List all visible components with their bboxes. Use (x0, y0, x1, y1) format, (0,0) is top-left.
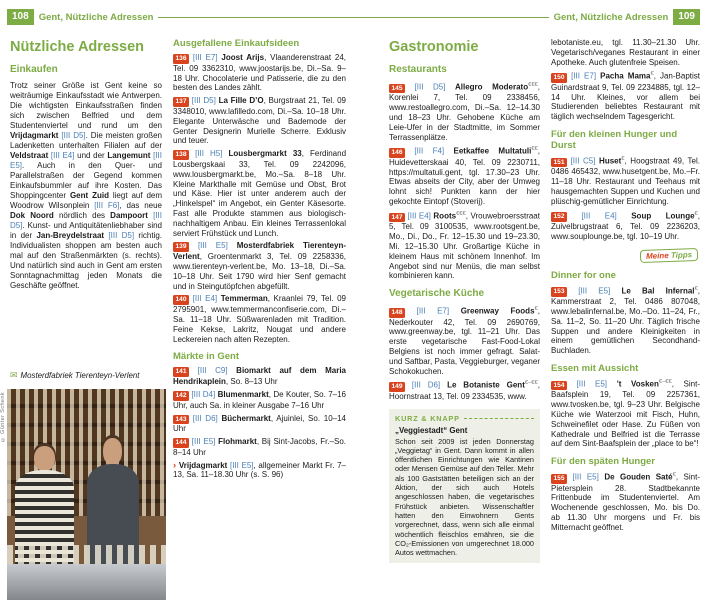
entry-text: , Vlaanderenstraat 24, Tel. 09 3362310, www.joostarijs.be, Di.–Sa. 9–18 Uhr. Chocolaterie und Patisserie, die zu den besten des Landes zählt. (173, 53, 346, 93)
entry-name: Joost Arijs (221, 53, 265, 62)
map-reference: [III E5] (197, 241, 228, 251)
entry-number-badge: 150 (551, 73, 567, 83)
postcard-icon: ✉ (10, 370, 18, 380)
entry-text: , Sint-Baafsplein 19, Tel. 09 2257361, www.tvosken.be, tgl. 9–23 Uhr. Belgische Küche wie Waterzooi mit Fisch, Huhn, Schweinefilet oder Hase. Zu Füßen von Kathedrale und Belfried ist die Terrasse auf dem Sint-Baafsplein der „place to be“! (551, 379, 700, 449)
entry-name: Le Botaniste Gent (447, 381, 525, 390)
market-entries (173, 366, 346, 457)
entry-number-badge: 145 (389, 84, 405, 94)
entry-number-badge: 141 (173, 367, 189, 377)
entry-name: Flohmarkt (218, 437, 257, 447)
map-reference: [III D5] (191, 96, 216, 106)
map-reference: [III E4] (192, 294, 218, 304)
map-reference: [III D5] (10, 211, 162, 230)
price-category: €–€€ (524, 380, 538, 387)
entry-text: , Zuivelbrugstraat 6, Tel. 09 2236203, www.souplounge.be, tgl. 10–19 Uhr. (551, 211, 700, 241)
intro-text: Trotz seiner Größe ist Gent keine so weiträumige Einkaufsstadt wie Antwerpen. Die wichtigsten Einkaufsstraßen finden sich zwischen Belfried und dem Studentenviertel und rund um den (10, 81, 162, 130)
pacha-entry (551, 70, 700, 122)
price-category: € (672, 472, 676, 479)
entry-number-badge: 136 (173, 54, 189, 64)
entry-text: , So. 8–13 Uhr (225, 377, 278, 387)
bold-term: Langemunt (107, 151, 151, 160)
heading-maerkte: Märkte in Gent (173, 351, 239, 363)
map-reference: [III D6] (192, 413, 218, 423)
entry-number-badge: 147 (389, 213, 405, 223)
map-reference: [III E5] (229, 460, 254, 470)
map-reference: [III D5] (414, 82, 446, 92)
entry-text: , Korenlei 7, Tel. 09 2338456, www.restoallegro.com, Di.–Sa. 12–14.30 und 18–23 Uhr. Gehobene Küche am Leie-Ufer in der Stadtmitte, im Sommer Terrassenplätze. (389, 82, 541, 142)
entry-text: , Sint-Pietersplein 28. Stadtbekannte Frittenbude im Studentenviertel. Am Wochenende geschlossen, Mo. bis Do. ab 11.30 Uhr morgens und Fr. bis Mitternacht geöffnet. (551, 472, 700, 532)
map-reference: [III E5] (10, 151, 162, 170)
map-reference: [III D5] (61, 131, 86, 140)
entry-number-badge: 152 (551, 212, 567, 222)
heading-spaeter-hunger: Für den späten Hunger (551, 456, 655, 468)
entry-name: Roots (433, 211, 457, 221)
directory-entry (551, 471, 700, 532)
map-reference: [III E7] (416, 306, 450, 316)
directory-entry (551, 155, 700, 207)
entry-text: , De Kouter, So. 7–16 Uhr, auch Sa. in kleiner Ausgabe 7–16 Uhr (173, 389, 347, 410)
photo-caption (10, 371, 162, 381)
tips-badge-row (551, 245, 698, 263)
entry-number-badge: 140 (173, 295, 189, 305)
entry-text: , Vrouwebroersstraat 5, Tel. 09 3100535, www.rootsgent.be, Mo., Di., Do., Fr. 12–15.30 und 19–23.30, Mi. 12–15.30 Uhr. Großartige Küche in kleinem Haus mit schönem Innenhof. Im Angebot sind nur Menüs, die man selbst kombinieren kann. (389, 211, 540, 281)
kurz-knapp-box (389, 409, 540, 564)
entry-name: Soup Lounge (631, 211, 695, 221)
meine-tipps-badge (640, 248, 699, 263)
entry-name: De Gouden Saté (604, 472, 673, 482)
restaurant-entries (389, 81, 540, 281)
photo-mosterdfabriek (7, 389, 166, 600)
bold-term: Dampoort (110, 211, 148, 220)
entry-number-badge: 142 (173, 391, 189, 401)
directory-entry (551, 210, 700, 242)
entry-number-badge: 139 (173, 242, 189, 252)
directory-entry-vrijdagmarkt (173, 461, 346, 481)
directory-entry (389, 210, 540, 281)
box-body: Schon seit 2009 ist jeden Donnerstag „Veggietag“ in Gent. Dann kommt in allen öffentlichen Einrichtungen wie Kantinen oder Mensen Gemüse auf den Teller. Mehr als 100 Gaststätten beteiligen sich an der Aktion, der sich auch Hotels angeschlossen haben, die vegetarisches Frühstück anbieten. Wissenschaftler hatten den Einwohnern Gents vorgerechnet, dass, wenn sich alle einmal wöchentlich fleischlos ernähren, sie die CO₂-Emissionen von umgerechnet 18.000 Autos wettmachen. (395, 436, 534, 558)
entry-number-badge: 155 (551, 474, 567, 484)
intro-column (10, 38, 162, 291)
map-reference: [III E5] (576, 379, 608, 389)
entry-name: Vrijdagmarkt (178, 460, 228, 470)
bold-term: Veldstraat (10, 151, 49, 160)
intro-text: . Die meisten großen Ladenketten unterhalten Filialen auf der (10, 131, 162, 150)
directory-entry (551, 378, 700, 449)
photo-person-head (34, 446, 55, 471)
entry-text: , Hoornstraat 13, Tel. 09 2334535, www. (389, 381, 540, 401)
entry-text: , Bij Sint-Jacobs, Fr.–So. 8–14 Uhr (173, 437, 346, 457)
price-category: €€ (531, 146, 538, 153)
entry-name: Huset (599, 156, 622, 166)
entry-name: Büchermarkt (221, 413, 271, 423)
price-category: € (694, 210, 698, 217)
entry-text: , Jan-Baptist Guinardstraat 9, Tel. 09 2234885, tgl. 12–14 Uhr. Kleines, vor allem bei Studierenden beliebtes Restaurant mit täglich wechselndem Tagesgericht. (551, 72, 700, 122)
intro-text: liegt auf dem Woodrow Wilsonplein (10, 191, 163, 210)
header-rule (158, 17, 548, 18)
veggie-entries (389, 305, 540, 401)
entry-name: Le Bal Infernal (621, 286, 695, 296)
directory-entry (389, 81, 540, 142)
directory-entry (551, 70, 700, 122)
entry-text: , allgemeiner Markt Fr. 7–13, Sa. 11–18.30 Uhr (s. S. 96) (173, 460, 346, 480)
section-title-gastronomie: Gastronomie (389, 39, 479, 55)
entry-number-badge: 144 (173, 438, 189, 448)
heading-essen-mit-aussicht: Essen mit Aussicht (551, 362, 639, 374)
shopping-entries (173, 53, 346, 344)
intro-paragraph (10, 81, 162, 291)
intro-text: richtig. Individualisten shoppen am besten auch mal auf den Straßenmärkten (s. rechts). Und natürlich sind auch in Gent am ersten Sonntagnachmittag jeden Monats die Geschäfte geöffnet. (10, 231, 162, 290)
box-title: „Veggiestadt“ Gent (395, 425, 468, 435)
heading-restaurants: Restaurants (389, 64, 447, 75)
entry-text: , Kammerstraat 2, Tel. 0486 807048, www.lebalinfernal.be, Mo.–Do. 11–24, Fr., Sa. 11–2, So. 11–20 Uhr. Täglich frische Suppen und andere Kleinigkeiten in einem gemütlichen Secondhand-Buchladen. (551, 286, 700, 356)
map-reference: [III E5] (572, 472, 599, 482)
tips-word: Tipps (668, 249, 693, 260)
map-reference: [III E4] (50, 151, 75, 160)
entry-name: Blumenmarkt (217, 389, 269, 399)
entry-number-badge: 137 (173, 97, 189, 107)
view-entries (551, 378, 700, 449)
tips-word: Meine (645, 250, 669, 261)
map-reference: [III D6] (411, 381, 441, 390)
intro-text: , das neue (119, 201, 162, 210)
bold-term: Vrijdagmarkt (10, 131, 59, 140)
photo-person-head (103, 438, 122, 465)
page-number-right: 109 (673, 9, 700, 25)
directory-entry (173, 366, 346, 387)
price-category: € (650, 71, 654, 78)
map-reference: [III C9] (197, 366, 228, 376)
map-reference: [III E4] (407, 211, 431, 221)
map-reference: [III D5] (108, 231, 135, 240)
entry-text: , Huidevetterskaai 40, Tel. 09 2230711, https://multatuli.gent, tgl. 17.30–23 Uhr. Etwas abseits der City, aber der Umweg lohnt sich! Punkten kann der hier gekochte Eintopf (Stoverij). (389, 147, 540, 207)
heading-einkaufsideen: Ausgefallene Einkaufsideen (173, 38, 300, 49)
photo-credit: © Günter Schenk (0, 392, 6, 443)
entry-name: Biomarkt auf dem Maria Hendrikaplein (173, 366, 346, 387)
intro-text: . Auch in den Quer- und Parallelstraßen der Gegend kommen Einkaufsbummler auf ihre Kosten. Das Shoppingcenter (10, 161, 162, 200)
price-category: €–€€ (658, 378, 672, 385)
entry-number-badge: 151 (551, 158, 567, 168)
map-reference: [III E4] (581, 211, 617, 221)
directory-entry (173, 241, 346, 291)
entry-text: , Ajuinlei, So. 10–14 Uhr (173, 413, 346, 434)
heading-dinner-for-one: Dinner for one (551, 269, 616, 281)
box-kicker: KURZ & KNAPP (395, 413, 460, 423)
directory-entry (173, 149, 346, 238)
box-kicker-rule (464, 418, 534, 419)
intro-text: und der (74, 151, 108, 160)
price-category: € (534, 306, 538, 313)
map-reference: [III F6] (94, 201, 120, 210)
entry-text: , Burgstraat 21, Tel. 09 3348010, www.lafilledo.com, Di.–Sa. 10–18 Uhr. Elegante Unterwäsche und Bademode der Genter Designerin Murielle Scherre. Exklusiv und teuer. (173, 96, 346, 146)
map-reference: [III E5] (191, 437, 216, 447)
shopping-column (173, 38, 346, 483)
directory-entry (389, 145, 540, 206)
entry-text: , Nederkouter 42, Tel. 09 2690769, www.greenway.be, tgl. 11–21 Uhr. Das erste vegetarische Fast-Food-Lokal Belgiens ist noch immer gefragt. Salat- und Saftbar, Pasta, Veggieburger, veganer Schokokuchen. (389, 306, 540, 376)
directory-entry (173, 294, 346, 344)
heading-vegetarische-kueche: Vegetarische Küche (389, 288, 485, 300)
map-reference: [III E5] (578, 286, 611, 296)
bold-term: Jan-Breydelstraat (36, 231, 105, 240)
section-heading-einkaufen: Einkaufen (10, 64, 58, 75)
small-hunger-entries (551, 155, 700, 242)
box-kicker-row (395, 414, 534, 423)
directory-entry (173, 96, 346, 146)
right-column (551, 38, 700, 536)
directory-entry (389, 305, 540, 376)
photo-counter (7, 564, 166, 600)
photo-jars (7, 545, 166, 564)
entry-text: , Hoogstraat 49, Tel. 0486 465432, www.husetgent.be, Mo.–Fr. 11–18 Uhr. Restaurant und Teehaus mit hausgemachten Suppen und Kuchen und plüschig-gemütlicher Einrichtung. (551, 156, 700, 206)
entry-number-badge: 148 (389, 308, 405, 318)
directory-entry (173, 53, 346, 93)
entry-name: Allegro Moderato (455, 82, 529, 92)
entry-name: Lousbergmarkt 33 (228, 149, 302, 159)
entry-name: ’t Vosken (616, 379, 659, 389)
directory-entry (551, 285, 700, 356)
entry-number-badge: 146 (389, 148, 405, 158)
map-reference: [III C5] (570, 156, 596, 166)
heading-kleiner-hunger: Für den kleinen Hunger und Durst (551, 129, 678, 152)
dinner-entries (551, 285, 700, 356)
entry-number-badge: 149 (389, 382, 405, 392)
entry-continuation: lebotaniste.eu, tgl. 11.30–21.30 Uhr. Vegetarisch/veganes Restaurant in einer Apotheke. Auch glutenfreie Speisen. (551, 38, 700, 67)
entry-name: Mosterdfabriek Tierenteyn-Verlent (173, 241, 346, 262)
price-category: € (694, 285, 698, 292)
map-reference: [III E7] (571, 72, 597, 82)
directory-entry (389, 379, 540, 401)
directory-entry (173, 437, 346, 458)
entry-name: Greenway Foods (460, 306, 535, 316)
price-category: € (621, 156, 625, 163)
map-reference: [III E7] (192, 53, 218, 62)
late-entries (551, 471, 700, 532)
entry-text: , Groentenmarkt 3, Tel. 09 2258336, www.tierenteyn-verlent.be, Mo. 13–18, Di.–Sa. 10–18 Uhr. Seit 1790 wird hier Senf gemacht und in Steingutöpfchen abgefüllt. (173, 252, 346, 291)
entry-name: La Fille D’O (218, 96, 264, 106)
bold-term: Gent Zuid (69, 191, 109, 200)
price-category: €€€ (528, 82, 538, 88)
running-head-left: Gent, Nützliche Adressen (38, 11, 154, 23)
entry-name: Temmerman (220, 294, 268, 304)
directory-entry (173, 414, 346, 435)
gastronomy-column (389, 38, 540, 563)
entry-number-badge: 153 (551, 287, 567, 297)
intro-text: . Kunst- und Antiquitätenliebhaber sind in der (10, 221, 162, 240)
bold-term: Dok Noord (10, 211, 54, 220)
entry-number-badge: 143 (173, 415, 189, 425)
entry-name: Pacha Mama (600, 72, 651, 82)
entry-text: , Kraanlei 79, Tel. 09 2795901, www.temmermanconfiserie.com, Di.–Sa. 11–18 Uhr. Süßwarenladen mit Tradition. Feine Kekse, Lakritz, Nougat und andere Leckereien nach alten Rezepten. (173, 294, 346, 344)
price-category: €€€ (456, 210, 466, 217)
map-reference: [III D4] (191, 389, 216, 399)
photo-caption-text: Mosterdfabriek Tierenteyn-Verlent (20, 371, 140, 380)
page-header (7, 9, 700, 25)
running-head-right: Gent, Nützliche Adressen (553, 11, 669, 23)
intro-text: nördlich des (53, 211, 111, 220)
chapter-title: Nützliche Adressen (10, 39, 145, 55)
page-number-left: 108 (7, 9, 34, 25)
arrow-bullet-icon: › (173, 459, 177, 471)
entry-number-badge: 138 (173, 150, 189, 160)
entry-number-badge: 154 (551, 381, 567, 391)
map-reference: [III H5] (195, 149, 223, 159)
entry-name: Eetkaffee Multatuli (453, 147, 532, 157)
entry-text: , Ferdinand Lousbergskaai 33, Tel. 09 2242096, www.lousbergmarkt.be, Mo.–Sa. 8–18 Uhr. Kleine Markthalle mit Gemüse und Obst, Brot und Käse. Hier ist unter anderem auch der „Hinkelspel“ im Angebot, ein Genter Käsesorte. Fast alle Produkte stammen aus biologisch-nachhaltigem Anbau. Ein kleines Terrassenlokal serviert Frühstück und Lunch. (173, 149, 347, 238)
map-reference: [III F4] (414, 147, 445, 157)
directory-entry (173, 390, 346, 411)
